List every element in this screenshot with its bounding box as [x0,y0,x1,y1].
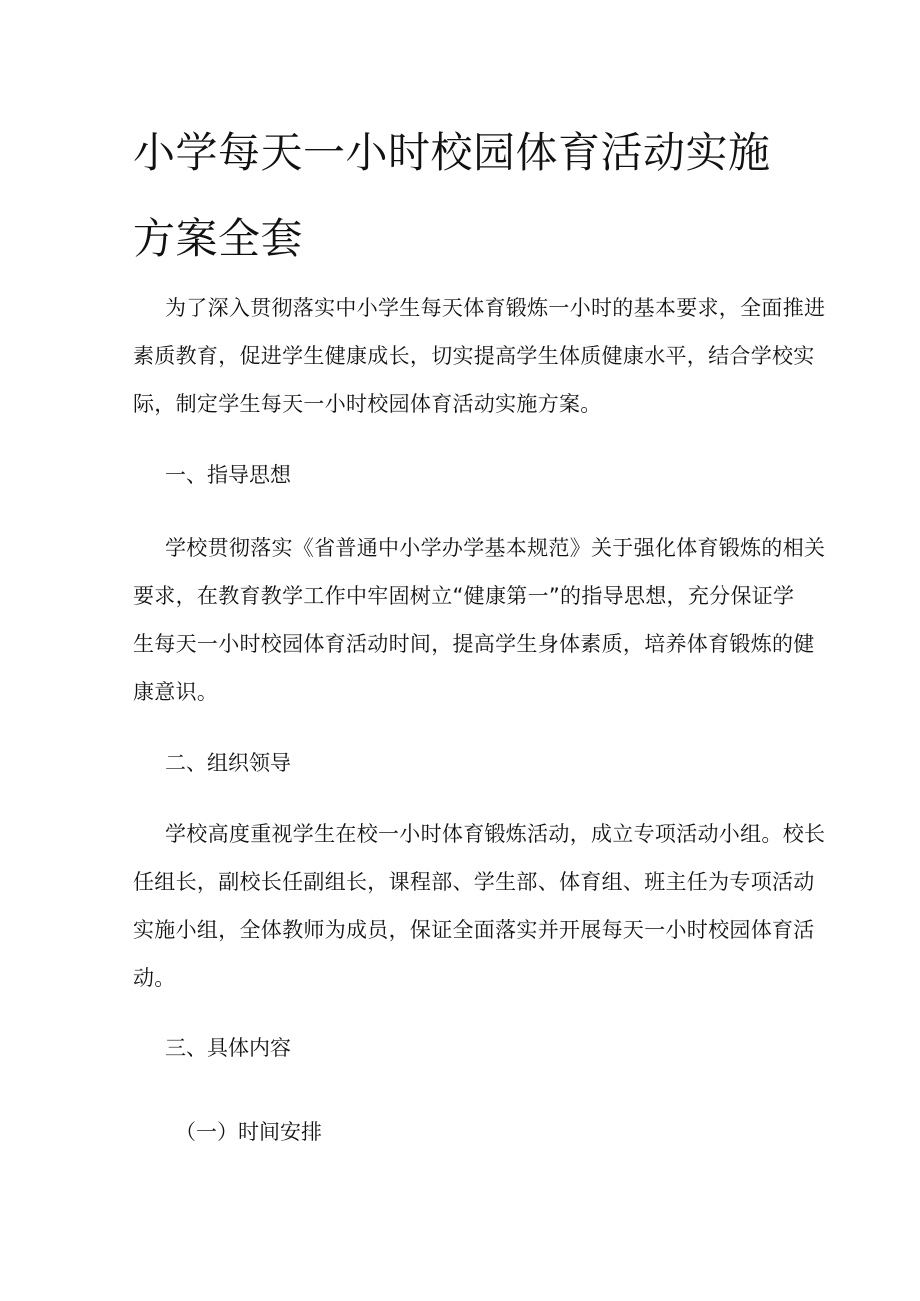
paragraph-line: 生每天一小时校园体育活动时间，提高学生身体素质，培养体育锻炼的健 [133,632,815,656]
section-paragraph-organization [133,810,826,1002]
paragraph-line: 学校贯彻落实《省普通中小学办学基本规范》关于强化体育锻炼的相关 [165,536,826,560]
section-heading-guiding-ideology: 一、指导思想 [165,463,291,487]
paragraph-line: 动。 [133,966,176,990]
title-line: 方案全套 [133,214,304,263]
section-heading-specific-content: 三、具体内容 [165,1036,291,1060]
section-heading-organization: 二、组织领导 [165,751,291,775]
subsection-heading-time-arrangement: （一）时间安排 [175,1120,322,1144]
intro-paragraph [133,284,826,428]
title-line: 小学每天一小时校园体育活动实施 [133,128,771,177]
paragraph-line: 素质教育，促进学生健康成长，切实提高学生体质健康水平，结合学校实 [133,344,815,368]
section-paragraph-guiding-ideology [133,524,826,716]
paragraph-line: 学校高度重视学生在校一小时体育锻炼活动，成立专项活动小组。校长 [165,822,826,846]
paragraph-line: 际，制定学生每天一小时校园体育活动实施方案。 [133,392,602,416]
paragraph-line: 为了深入贯彻落实中小学生每天体育锻炼一小时的基本要求，全面推进 [165,296,826,320]
paragraph-line: 实施小组，全体教师为成员，保证全面落实并开展每天一小时校园体育活 [133,918,815,942]
paragraph-line: 康意识。 [133,680,219,704]
paragraph-line: 要求，在教育教学工作中牢固树立“健康第一”的指导思想，充分保证学 [133,584,795,608]
document-title [133,110,793,282]
paragraph-line: 任组长，副校长任副组长，课程部、学生部、体育组、班主任为专项活动 [133,870,815,894]
